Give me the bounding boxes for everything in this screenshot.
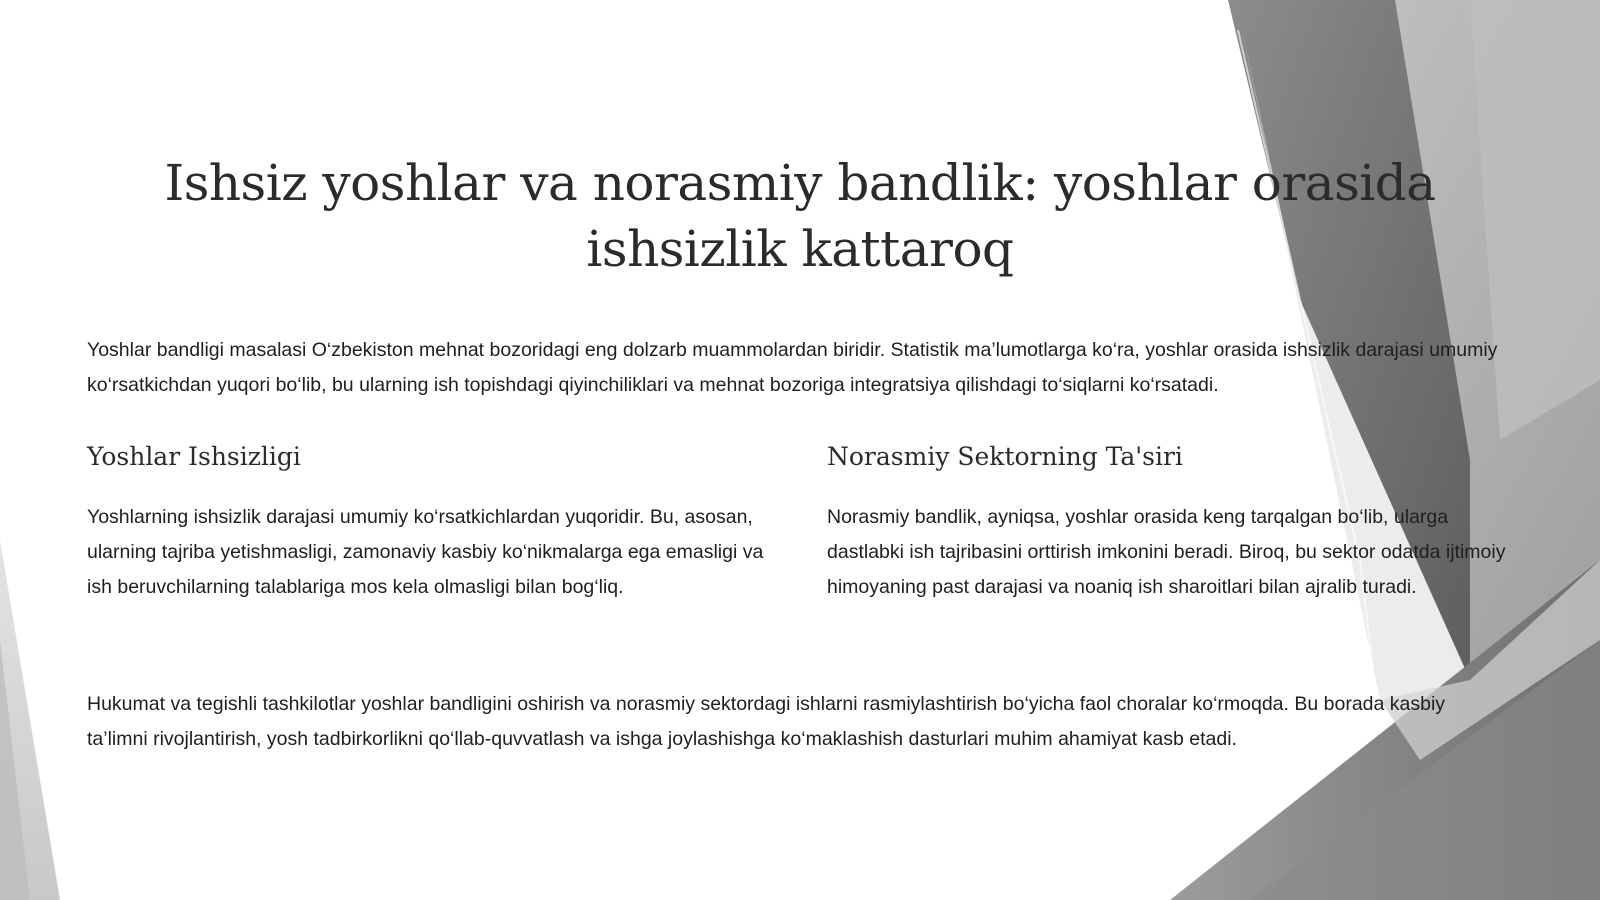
column-youth-unemployment <box>87 440 767 605</box>
column-heading: Yoshlar Ishsizligi <box>87 442 301 471</box>
slide-title: Ishsiz yoshlar va norasmiy bandlik: yoshlar orasida ishsizlik kattaroq <box>164 154 1436 278</box>
column-heading: Norasmiy Sektorning Ta'siri <box>827 442 1183 471</box>
column-body: Yoshlarning ishsizlik darajasi umumiy ko‘rsatkichlardan yuqoridir. Bu, asosan, ularning tajriba yetishmasligi, zamonaviy kasbiy ko‘nikmalarga ega emasligi va ish beruvchilarning talablariga mos kela olmasligi bilan bog‘liq. <box>87 506 764 598</box>
column-body: Norasmiy bandlik, ayniqsa, yoshlar orasida keng tarqalgan bo‘lib, ularga dastlabki ish tajribasini orttirish imkonini beradi. Biroq, bu sektor odatda ijtimoiy himoyaning past darajasi va noaniq ish sharoitlari bilan ajralib turadi. <box>827 506 1506 598</box>
column-informal-sector <box>827 440 1507 605</box>
intro-paragraph: Yoshlar bandligi masalasi O‘zbekiston mehnat bozoridagi eng dolzarb muammolardan biridir. Statistik ma’lumotlarga ko‘ra, yoshlar orasida ishsizlik darajasi umumiy ko‘rsatkichdan yuqori bo‘lib, bu ularning ish topishdagi qiyinchiliklari va mehnat bozoriga integratsiya qilishdagi to‘siqlarni ko‘rsatadi. <box>87 339 1498 396</box>
closing-paragraph: Hukumat va tegishli tashkilotlar yoshlar bandligini oshirish va norasmiy sektordagi ishlarni rasmiylashtirish bo‘yicha faol choralar ko‘rmoqda. Bu borada kasbiy ta’limni rivojlantirish, yosh tadbirkorlikni qo‘llab-quvvatlash va ishga joylashishga ko‘maklashish dasturlari muhim ahamiyat kasb etadi. <box>87 693 1446 750</box>
